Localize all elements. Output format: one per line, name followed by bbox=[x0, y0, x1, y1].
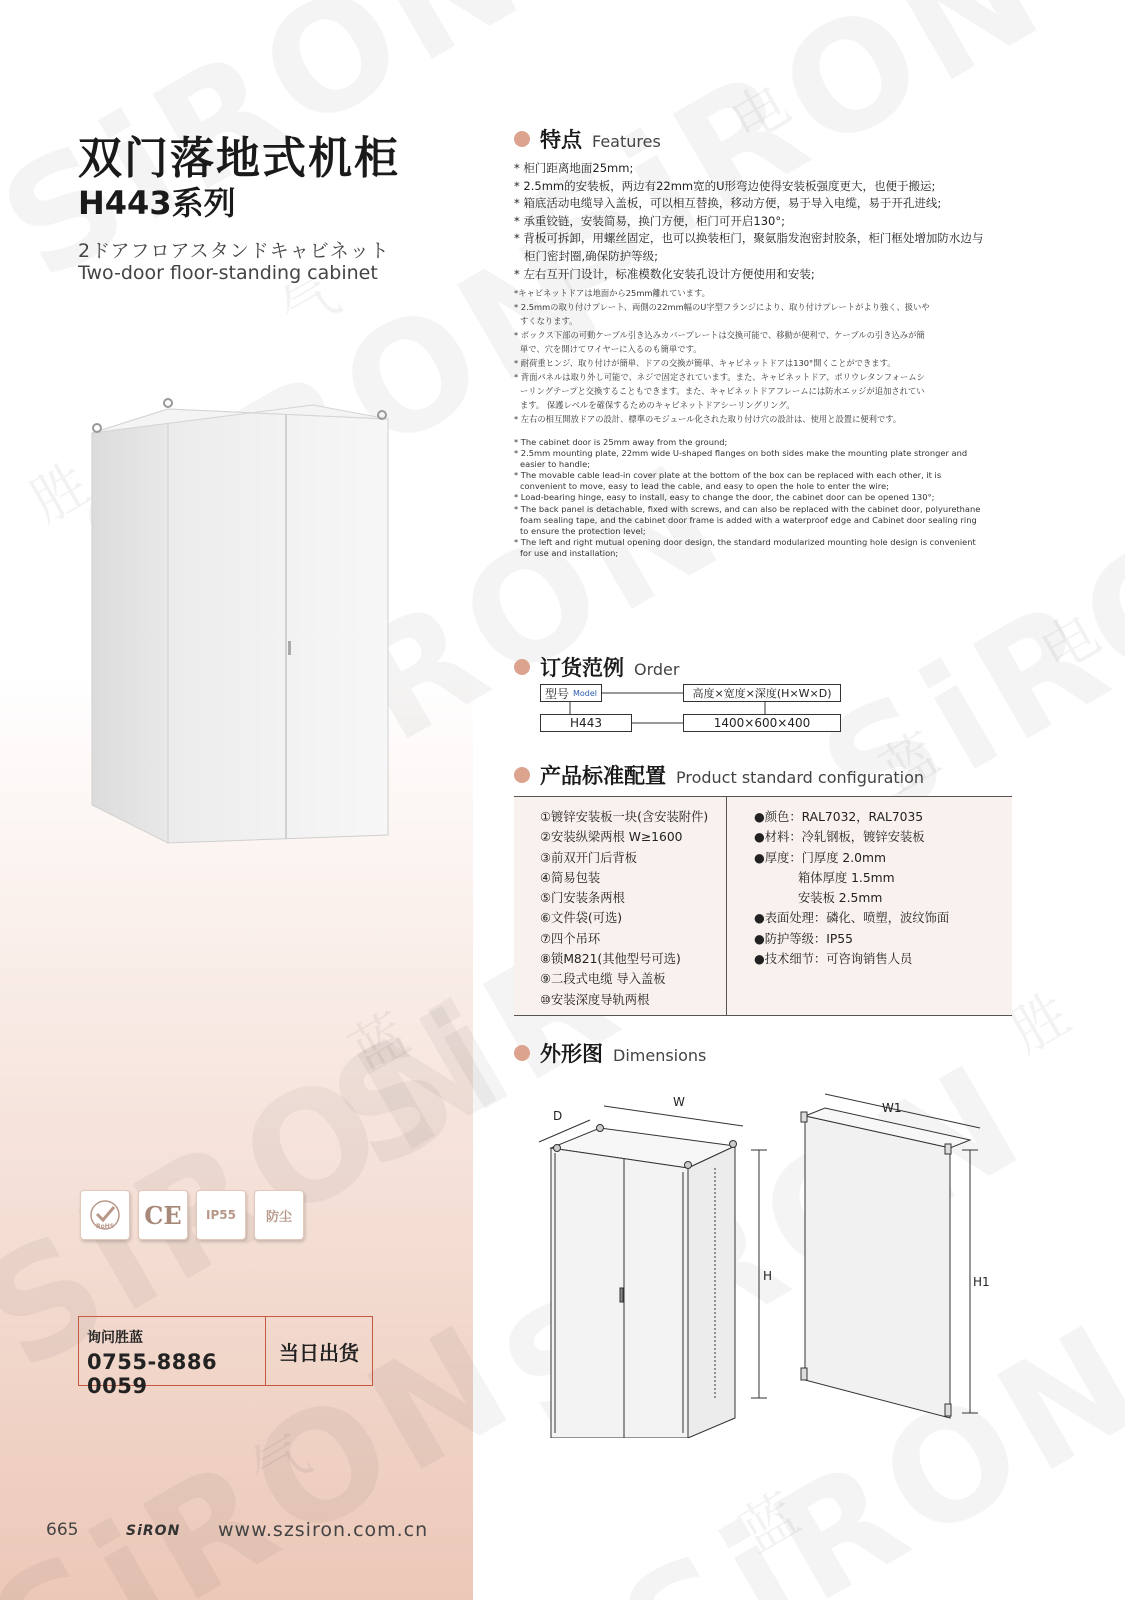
ip55-badge: IP55 bbox=[196, 1190, 246, 1240]
order-heading-en: Order bbox=[634, 660, 680, 679]
dimensions-heading bbox=[514, 1038, 706, 1068]
same-day-shipping: 当日出货 bbox=[279, 1340, 359, 1365]
contact-box bbox=[78, 1316, 373, 1398]
order-dimension-value: 1400×600×400 bbox=[683, 714, 841, 732]
brand-logo: SiRON bbox=[126, 1523, 181, 1539]
features-list-en bbox=[514, 437, 1034, 559]
list-item: * The left and right mutual opening door design, the standard modularized mounting hole design is convenient bbox=[514, 536, 976, 547]
order-example-table bbox=[540, 684, 845, 736]
list-item: 安装板 2.5mm bbox=[798, 891, 883, 906]
list-item: ●防护等级：IP55 bbox=[754, 931, 853, 946]
list-item: * The cabinet door is 25mm away from the ground; bbox=[514, 437, 728, 447]
list-item: convenient to move, easy to lead the cable, and easy to open the hole to enter the wire; bbox=[520, 481, 889, 492]
list-item: * 左右の相互開放ドアの設計、標準のモジュール化された取り付け穴の設計は、使用と設置に便利です。 bbox=[514, 414, 902, 424]
list-item: 単で、穴を開けてワイヤーに入るのも簡単です。 bbox=[520, 344, 702, 354]
list-item: 柜门密封圈,确保防护等级; bbox=[524, 248, 659, 263]
config-items-left bbox=[540, 807, 708, 1010]
contact-phone[interactable]: 0755-8886 0059 bbox=[87, 1350, 218, 1398]
list-item: * 柜门距离地面25mm; bbox=[514, 161, 634, 175]
order-model-label: 型号 Model bbox=[540, 684, 602, 702]
dim-label-d: D bbox=[553, 1109, 563, 1123]
list-item: ●厚度：门厚度 2.0mm bbox=[754, 850, 886, 865]
features-heading bbox=[514, 124, 661, 154]
list-item: *キャビネットドアは地面から25mm離れています。 bbox=[514, 288, 710, 298]
list-item: * 承重铰链，安装简易，换门方便，柜门可开启130°; bbox=[514, 213, 785, 228]
list-item: ③前双开门后背板 bbox=[540, 850, 638, 865]
contact-label: 询问胜蓝 bbox=[87, 1330, 143, 1346]
config-specs-right bbox=[754, 807, 949, 969]
config-table bbox=[514, 796, 1012, 1016]
bullet-dot-icon bbox=[514, 659, 530, 675]
features-heading-en: Features bbox=[592, 132, 661, 151]
config-heading bbox=[514, 760, 924, 790]
order-dimension-label: 高度×宽度×深度(H×W×D) bbox=[683, 684, 841, 702]
list-item: easier to handle; bbox=[520, 459, 591, 470]
watermark-char: 蓝 bbox=[869, 721, 951, 807]
website-link[interactable]: www.szsiron.com.cn bbox=[218, 1519, 429, 1541]
order-heading bbox=[514, 652, 679, 682]
list-item: ②安装纵梁两根 W≥1600 bbox=[540, 830, 683, 845]
dimension-drawing bbox=[515, 1078, 1025, 1438]
list-item: ●材料：冷轧钢板，镀锌安装板 bbox=[754, 830, 925, 845]
list-item: * 2.5mm mounting plate, 22mm wide U-shaped flanges on both sides make the mounting plate stronger and bbox=[514, 448, 968, 459]
dim-label-h1: H1 bbox=[973, 1275, 990, 1289]
page-title: 双门落地式机柜 bbox=[78, 133, 400, 184]
list-item: すくなります。 bbox=[520, 316, 578, 326]
list-item: * The movable cable lead-in cover plate at the bottom of the box can be replaced with each other, it is bbox=[514, 470, 942, 481]
dimensions-heading-cn: 外形图 bbox=[540, 1042, 603, 1066]
rohs-badge bbox=[80, 1190, 130, 1240]
list-item: ⑦四个吊环 bbox=[540, 931, 601, 946]
bullet-dot-icon bbox=[514, 1045, 530, 1061]
list-item: ⑧锁M821(其他型号可选) bbox=[540, 952, 681, 967]
ce-badge: CE bbox=[138, 1190, 188, 1240]
list-item: ●表面处理：磷化、喷塑，波纹饰面 bbox=[754, 911, 950, 926]
list-item: * 耐荷重ヒンジ、取り付けが簡単、ドアの交換が簡単、キャビネットドアは130°開くことができます。 bbox=[514, 358, 896, 368]
svg-text:RoHS: RoHS bbox=[95, 1223, 115, 1230]
list-item: ●技术细节：可咨询销售人员 bbox=[754, 952, 913, 967]
order-model-value: H443 bbox=[540, 714, 632, 732]
title-english: Two-door floor-standing cabinet bbox=[78, 262, 378, 284]
rohs-check-icon bbox=[87, 1197, 123, 1233]
cabinet-product-image bbox=[88, 395, 398, 890]
config-divider bbox=[726, 797, 727, 1015]
list-item: * 左右互开门设计，标准模数化安装孔设计方便使用和安装; bbox=[514, 266, 815, 281]
series-title: H443系列 bbox=[78, 184, 236, 222]
list-item: for use and installation; bbox=[520, 547, 619, 558]
bullet-dot-icon bbox=[514, 131, 530, 147]
list-item: * 背面パネルは取り外し可能で、ネジで固定されています。また、キャビネットドア、ポリウレタンフォームシ bbox=[514, 372, 925, 382]
dustproof-badge: 防尘 bbox=[254, 1190, 304, 1240]
watermark-char: 电 bbox=[719, 71, 801, 157]
list-item: * 2.5mmの取り付けプレート、両側の22mm幅のU字型フランジにより、取り付けプレートがより強く、扱いや bbox=[514, 302, 930, 312]
watermark-char: 蓝 bbox=[729, 1481, 811, 1567]
watermark-char: 胜 bbox=[999, 981, 1081, 1067]
list-item: * 箱底活动电缆导入盖板，可以相互替换，移动方便，易于导入电缆，易于开孔进线; bbox=[514, 196, 942, 211]
dimensions-heading-en: Dimensions bbox=[613, 1046, 707, 1065]
config-heading-cn: 产品标准配置 bbox=[540, 764, 666, 788]
list-item: ⑨二段式电缆 导入盖板 bbox=[540, 972, 666, 987]
features-list-cn bbox=[514, 160, 1034, 283]
list-item: 箱体厚度 1.5mm bbox=[798, 870, 895, 885]
page-number: 665 bbox=[46, 1520, 79, 1540]
list-item: * Load-bearing hinge, easy to install, easy to change the door, the cabinet door can be opened 130°; bbox=[514, 492, 935, 503]
list-item: ⑤门安装条两根 bbox=[540, 891, 625, 906]
list-item: foam sealing tape, and the cabinet door frame is added with a waterproof edge and Cabinet door sealing ring bbox=[520, 514, 977, 525]
list-item: ⑥文件袋(可选) bbox=[540, 911, 623, 926]
list-item: * ボックス下部の可動ケーブル引き込みカバープレートは交換可能で、移動が便利で、ケーブルの引き込みが簡 bbox=[514, 330, 925, 340]
list-item: ●颜色：RAL7032，RAL7035 bbox=[754, 810, 924, 824]
list-item: ます。 保護レベルを確保するためのキャビネットドアシーリングリング。 bbox=[520, 400, 795, 410]
list-item: * 2.5mm的安装板，两边有22mm宽的U形弯边使得安装板强度更大，也便于搬运; bbox=[514, 178, 936, 193]
list-item: to ensure the protection level; bbox=[520, 525, 646, 536]
list-item: * The back panel is detachable, fixed with screws, and can also be replaced with the cabinet door, polyurethane bbox=[514, 503, 981, 514]
list-item: ⑩安装深度导轨两根 bbox=[540, 992, 650, 1007]
bullet-dot-icon bbox=[514, 767, 530, 783]
watermark-char: 电 bbox=[1029, 601, 1111, 687]
list-item: ④简易包装 bbox=[540, 870, 601, 885]
list-item: * 背板可拆卸，用螺丝固定，也可以换装柜门，聚氨脂发泡密封胶条，柜门框处增加防水边与 bbox=[514, 231, 984, 246]
list-item: ーリングテープと交換することもできます。また、キャビネットドアフレームには防水エッジが追加されてい bbox=[520, 386, 925, 396]
dim-label-w1: W1 bbox=[882, 1101, 902, 1115]
order-heading-cn: 订货范例 bbox=[540, 656, 624, 680]
footer bbox=[0, 1520, 1125, 1550]
dim-label-h: H bbox=[763, 1269, 773, 1283]
title-japanese: 2ドアフロアスタンドキャビネット bbox=[78, 240, 390, 262]
list-item: ①镀锌安装板一块(含安装附件) bbox=[540, 810, 709, 824]
certification-badges bbox=[80, 1190, 304, 1240]
config-heading-en: Product standard configuration bbox=[676, 768, 925, 787]
dim-label-w: W bbox=[673, 1095, 685, 1109]
features-heading-cn: 特点 bbox=[540, 128, 582, 152]
features-list-jp bbox=[514, 286, 1034, 426]
